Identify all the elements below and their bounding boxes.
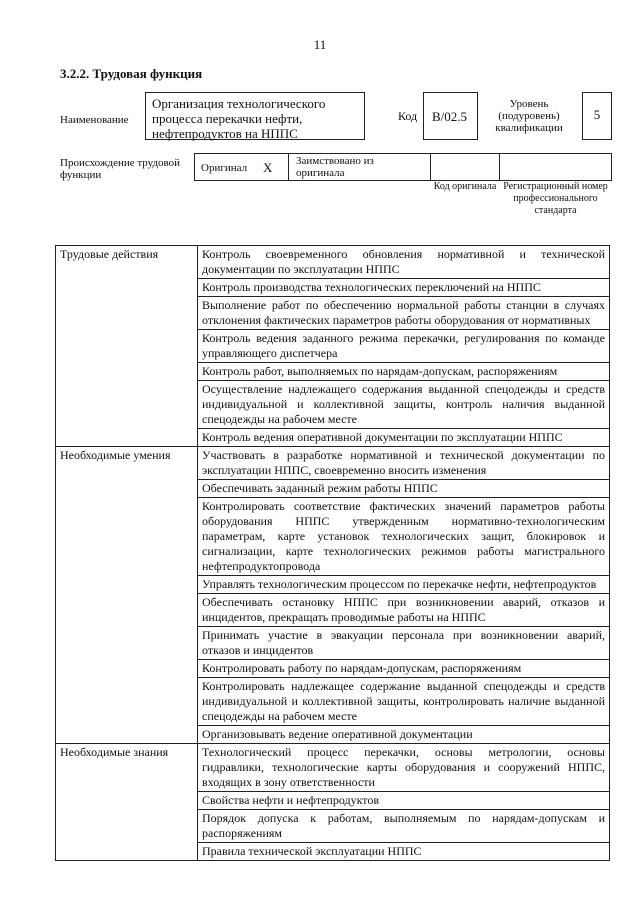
original-label: Оригинал [201,162,248,174]
category-label: Необходимые умения [56,447,198,480]
level-value-box [582,92,612,140]
name-value-box [145,92,365,140]
table-row: Контроль ведения оперативной документации по эксплуатации НППС [198,429,610,447]
table-row: Обеспечивать заданный режим работы НППС [198,480,610,498]
code-label: Код [398,109,418,123]
table-row: Свойства нефти и нефтепродуктов [198,792,610,810]
name-value: Организация технологического процесса перекачки нефти, нефтепродуктов на НППС [152,96,326,141]
table-row: Контролировать работу по нарядам-допускам, распоряжениям [198,660,610,678]
table-row: Обеспечивать остановку НППС при возникновении аварий, отказов и инцидентов, прекращать проводимые работы на НППС [198,594,610,627]
name-label: Наименование [60,114,129,126]
table-row: Технологический процесс перекачки, основы метрологии, основы гидравлики, технологические карты оборудования и сооружений НППС, входящих в зону ответственности [198,744,610,792]
level-label: Уровень (подуровень) квалификации [495,98,563,134]
table-row: Осуществление надлежащего содержания выданной спецодежды и средств индивидуальной и коллективной защиты, контроль наличия выданной спецодежды на рабочем месте [198,381,610,429]
table-row: Участвовать в разработке нормативной и технической документации по эксплуатации НППС, своевременно вносить изменения [198,447,610,480]
code-value: В/02.5 [432,109,468,124]
page-number: 11 [313,37,327,52]
table-row: Принимать участие в эвакуации персонала при возникновении аварий, отказов и инцидентов [198,627,610,660]
table-row: Порядок допуска к работам, выполняемым по нарядам-допускам и распоряжениям [198,810,610,843]
table-row: Организовывать ведение оперативной документации [198,726,610,744]
table-row: Контроль своевременного обновления нормативной и технической документации по эксплуатации НППС [198,246,610,279]
category-label: Трудовые действия [56,246,198,279]
code-original-cell [430,153,500,181]
borrowed-cell [288,153,431,181]
category-label: Необходимые знания [56,744,198,792]
reg-number-caption: Регистрационный номер профессионального стандарта [503,181,608,216]
level-value: 5 [593,107,601,122]
code-original-caption: Код оригинала [433,181,497,192]
table-row: Правила технической эксплуатации НППС [198,843,610,861]
function-table [55,245,610,861]
table-row: Контроль работ, выполняемых по нарядам-допускам, распоряжениям [198,363,610,381]
original-mark: X [263,160,273,175]
borrowed-label: Заимствовано из оригинала [296,155,374,179]
table-row: Управлять технологическим процессом по перекачке нефти, нефтепродуктов [198,576,610,594]
table-row: Контроль производства технологических переключений на НППС [198,279,610,297]
table-row: Контролировать надлежащее содержание выданной спецодежды и средств индивидуальной и коллективной защиты, контролировать наличие выданной спецодежды на рабочем месте [198,678,610,726]
table-row: Контролировать соответствие фактических значений параметров работы оборудования НППС утвержденным нормативно-технологическим параметрам, карте установок технологических защит, блокировок и сигнализации, карте технологических режимов работы магистрального нефтепродуктопровода [198,498,610,576]
origin-label: Происхождение трудовой функции [60,157,181,181]
table-row: Контроль ведения заданного режима перекачки, регулирования по команде управляющего диспетчера [198,330,610,363]
section-heading: 3.2.2. Трудовая функция [60,66,203,81]
table-row: Выполнение работ по обеспечению нормальной работы станции в случаях отклонения фактических параметров работы оборудования от нормативных [198,297,610,330]
reg-number-cell [499,153,612,181]
code-value-box [423,92,478,140]
original-cell [194,153,289,181]
